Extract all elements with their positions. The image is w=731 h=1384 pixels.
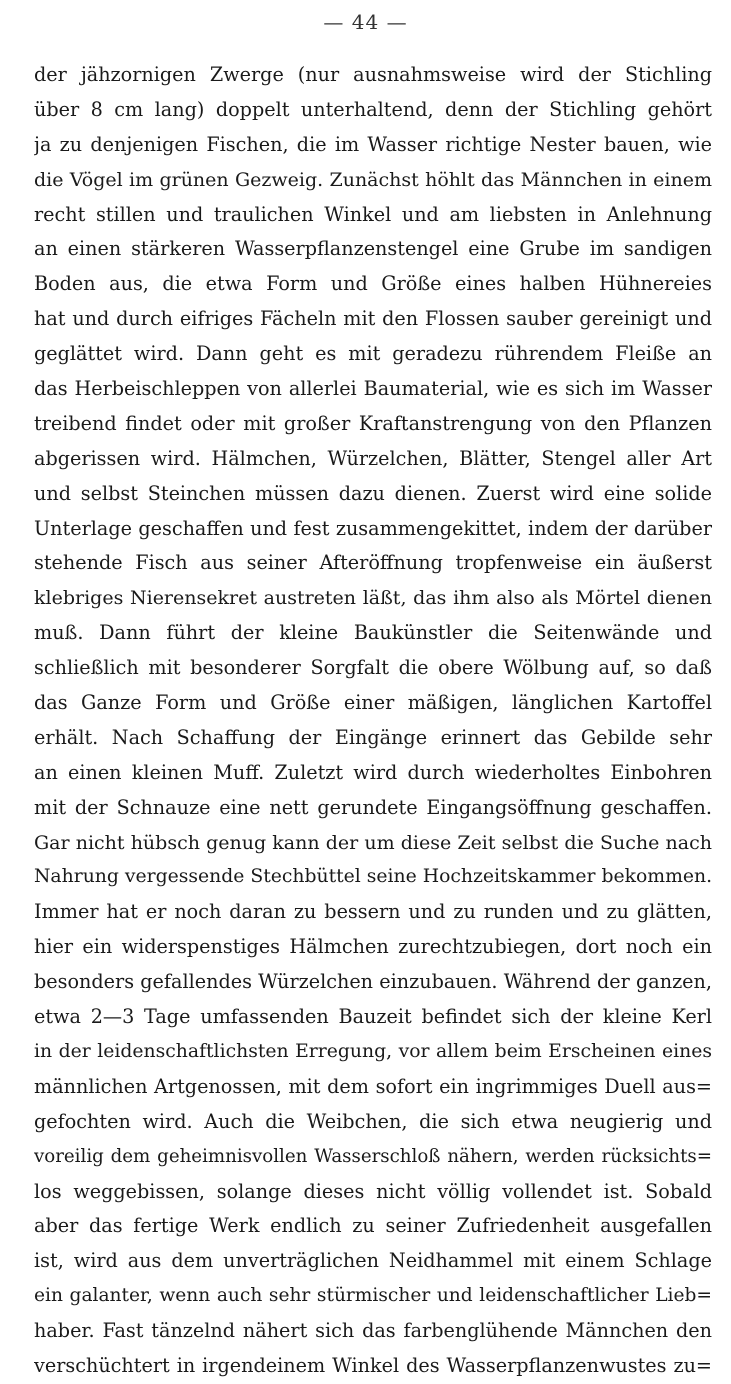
text-line: Boden aus, die etwa Form und Größe eines halben Hühnereies — [34, 272, 712, 296]
text-line: Immer hat er noch daran zu bessern und zu runden und zu glätten, — [34, 900, 712, 924]
text-line: Unterlage geschaffen und fest zusammengekittet, indem der darüber — [34, 516, 712, 540]
text-line: erhält. Nach Schaffung der Eingänge erinnert das Gebilde sehr — [34, 725, 712, 749]
text-line: abgerissen wird. Hälmchen, Würzelchen, Blätter, Stengel aller Art — [34, 446, 712, 470]
text-line: das Ganze Form und Größe einer mäßigen, länglichen Kartoffel — [34, 691, 712, 715]
text-line: ein galanter, wenn auch sehr stürmischer und leidenschaftlicher Lieb= — [34, 1285, 712, 1307]
text-line: die Vögel im grünen Gezweig. Zunächst höhlt das Männchen in einem — [34, 168, 712, 191]
text-line: an einen stärkeren Wasserpflanzenstengel eine Grube im sandigen — [34, 237, 712, 261]
text-line: stehende Fisch aus seiner Afteröffnung tropfenweise ein äußerst — [34, 551, 712, 575]
text-line: in der leidenschaftlichsten Erregung, vor allem beim Erscheinen eines — [34, 1040, 712, 1062]
text-line: über 8 cm lang) doppelt unterhaltend, denn der Stichling gehört — [34, 97, 712, 121]
text-line: etwa 2—3 Tage umfassenden Bauzeit befindet sich der kleine Kerl — [34, 1005, 712, 1029]
text-line: männlichen Artgenossen, mit dem sofort ein ingrimmiges Duell aus= — [34, 1074, 712, 1098]
text-line: und selbst Steinchen müssen dazu dienen. Zuerst wird eine solide — [34, 481, 712, 505]
text-line: ist, wird aus dem unverträglichen Neidhammel mit einem Schlage — [34, 1249, 712, 1273]
text-line: Gar nicht hübsch genug kann der um diese Zeit selbst die Suche nach — [34, 831, 712, 854]
text-line: verschüchtert in irgendeinem Winkel des Wasserpflanzenwustes zu= — [34, 1353, 712, 1377]
text-line: klebriges Nierensekret austreten läßt, das ihm also als Mörtel dienen — [34, 587, 712, 610]
text-line: haber. Fast tänzelnd nähert sich das farbenglühende Männchen den — [34, 1319, 712, 1343]
text-line: der jähzornigen Zwerge (nur ausnahmsweise wird der Stichling — [34, 63, 712, 86]
body-text — [34, 58, 712, 1384]
text-line: recht stillen und traulichen Winkel und am liebsten in Anlehnung — [34, 202, 712, 226]
text-line: gefochten wird. Auch die Weibchen, die sich etwa neugierig und — [34, 1109, 712, 1133]
text-line: besonders gefallendes Würzelchen einzubauen. Während der ganzen, — [34, 970, 712, 994]
text-line: Nahrung vergessende Stechbüttel seine Hochzeitskammer bekommen. — [34, 866, 712, 888]
text-line: muß. Dann führt der kleine Baukünstler die Seitenwände und — [34, 621, 712, 645]
text-line: ja zu denjenigen Fischen, die im Wasser richtige Nester bauen, wie — [34, 132, 712, 156]
text-line: treibend findet oder mit großer Kraftanstrengung von den Pflanzen — [34, 411, 712, 435]
text-line: mit der Schnauze eine nett gerundete Eingangsöffnung geschaffen. — [34, 795, 712, 819]
text-line: hat und durch eifriges Fächeln mit den Flossen sauber gereinigt und — [34, 307, 712, 331]
text-line: an einen kleinen Muff. Zuletzt wird durch wiederholtes Einbohren — [34, 760, 712, 784]
text-line: los weggebissen, solange dieses nicht völlig vollendet ist. Sobald — [34, 1179, 712, 1203]
text-line: hier ein widerspenstiges Hälmchen zurechtzubiegen, dort noch ein — [34, 935, 712, 959]
text-line: geglättet wird. Dann geht es mit geradezu rührendem Fleiße an — [34, 342, 712, 366]
text-line: voreilig dem geheimnisvollen Wasserschloß nähern, werden rücksichts= — [34, 1145, 712, 1167]
text-line: schließlich mit besonderer Sorgfalt die obere Wölbung auf, so daß — [34, 656, 712, 680]
text-line: das Herbeischleppen von allerlei Baumaterial, wie es sich im Wasser — [34, 377, 712, 401]
page-number: — 44 — — [323, 10, 408, 34]
text-line: aber das fertige Werk endlich zu seiner Zufriedenheit ausgefallen — [34, 1214, 712, 1238]
